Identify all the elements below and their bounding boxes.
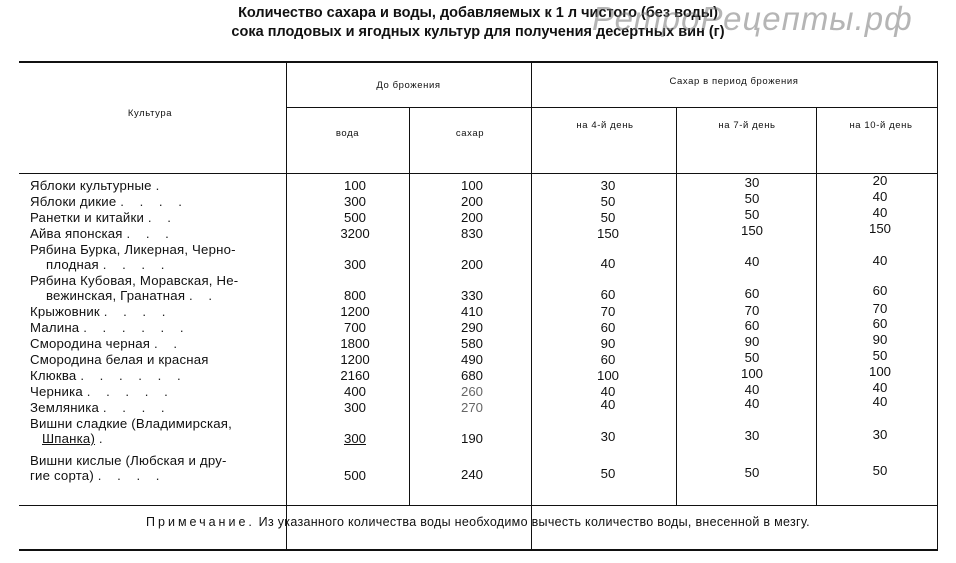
divider-d7-d10 [816,108,817,174]
cell-day10: 40 [872,189,888,204]
cell-day7: 50 [744,191,760,206]
cell-day10: 50 [872,348,888,363]
cell-day10: 20 [872,173,888,188]
row-name-line-1: Вишни кислые (Любская и дру- [30,453,227,468]
cell-water: 300 [343,400,366,415]
cell-day4: 60 [600,287,616,302]
cell-day4: 70 [600,304,616,319]
cell-sugar: 200 [460,194,483,209]
row-name-line-2: вежинская, Гранатная [46,288,186,303]
cell-day10: 40 [872,380,888,395]
cell-day7: 40 [744,396,760,411]
cell-water: 1800 [340,336,370,351]
header-bottom-rule [19,173,937,174]
title-line-2: сока плодовых и ягодных культур для получения десертных вин (г) [231,24,725,40]
divider-d4-d7 [676,108,677,174]
cell-day10: 40 [872,394,888,409]
cell-water: 500 [343,468,366,483]
header-sub-rule-left [286,107,531,108]
cell-day4: 30 [600,178,616,193]
divider-d4-col [676,174,677,506]
header-sugar: сахар [455,128,485,139]
cell-day10: 70 [872,301,888,316]
divider-water-sugar [409,108,410,174]
cell-day4: 50 [600,466,616,481]
cell-water: 1200 [340,352,370,367]
row-name: Смородина белая и красная [30,352,209,367]
cell-sugar: 270 [460,400,483,415]
divider-d7-col [816,174,817,506]
cell-day7: 30 [744,175,760,190]
cell-water: 400 [343,384,366,399]
row-name-line-1: Рябина Кубовая, Моравская, Не- [30,273,239,288]
cell-day10: 150 [868,221,891,236]
cell-day10: 60 [872,283,888,298]
cell-day7: 150 [740,223,763,238]
cell-day10: 30 [872,427,888,442]
cell-day7: 60 [744,286,760,301]
header-day7: на 7-й день [718,120,776,131]
cell-water: 300 [343,257,366,272]
row-name: Ранетки и китайки [30,210,145,225]
row-name: Клюква [30,368,77,383]
cell-day4: 50 [600,194,616,209]
cell-sugar: 490 [460,352,483,367]
cell-sugar: 260 [460,384,483,399]
cell-day7: 100 [740,366,763,381]
header-during-fermentation: Сахар в период брожения [669,76,799,87]
cell-day7: 40 [744,254,760,269]
cell-day7: 90 [744,334,760,349]
header-before-fermentation: До брожения [376,80,441,91]
cell-day4: 60 [600,320,616,335]
cell-water: 800 [343,288,366,303]
header-sub-rule-right [531,107,937,108]
cell-day10: 50 [872,463,888,478]
title-line-1: Количество сахара и воды, добавляемых к 1 л чистого (без воды) [238,5,718,21]
row-name: Смородина черная [30,336,151,351]
cell-sugar: 190 [460,431,483,446]
cell-day10: 40 [872,253,888,268]
cell-day7: 50 [744,465,760,480]
cell-sugar: 290 [460,320,483,335]
cell-water: 100 [343,178,366,193]
cell-day4: 60 [600,352,616,367]
cell-sugar: 200 [460,210,483,225]
table-note [0,515,956,529]
cell-water: 300 [343,431,366,446]
cell-water: 500 [343,210,366,225]
cell-water: 3200 [340,226,370,241]
note-lead: Примечание. [146,515,255,529]
body-bottom-rule [19,505,937,506]
cell-day4: 50 [600,210,616,225]
header-day10: на 10-й день [849,120,913,131]
cell-day10: 90 [872,332,888,347]
row-name: Яблоки дикие [30,194,117,209]
row-name: Малина [30,320,80,335]
row-name-line-2: Шпанка) [42,431,96,446]
cell-sugar: 200 [460,257,483,272]
cell-water: 1200 [340,304,370,319]
cell-sugar: 830 [460,226,483,241]
watermark-logo: РетроРецепты.рф [592,0,913,37]
note-text: Из указанного количества воды необходимо вычесть количество воды, внесенной в мезгу. [258,515,810,529]
cell-water: 700 [343,320,366,335]
cell-day7: 50 [744,207,760,222]
row-name: Айва японская [30,226,123,241]
cell-day7: 70 [744,303,760,318]
cell-day4: 30 [600,429,616,444]
cell-day4: 90 [600,336,616,351]
row-name-line-1: Рябина Бурка, Ликерная, Черно- [30,242,236,257]
cell-sugar: 580 [460,336,483,351]
cell-day7: 50 [744,350,760,365]
row-name: Черника [30,384,83,399]
cell-day7: 40 [744,382,760,397]
row-name: Яблоки культурные [30,178,152,193]
cell-water: 2160 [340,368,370,383]
row-name: Крыжовник [30,304,100,319]
cell-day10: 60 [872,316,888,331]
cell-day4: 150 [596,226,619,241]
cell-day7: 30 [744,428,760,443]
cell-sugar: 240 [460,467,483,482]
cell-sugar: 100 [460,178,483,193]
cell-sugar: 330 [460,288,483,303]
header-water: вода [335,128,360,139]
cell-day4: 40 [600,256,616,271]
cell-day10: 40 [872,205,888,220]
cell-day4: 40 [600,384,616,399]
cell-day7: 60 [744,318,760,333]
cell-day10: 100 [868,364,891,379]
header-culture: Культура [127,108,173,119]
cell-day4: 40 [600,397,616,412]
cell-day4: 100 [596,368,619,383]
cell-water: 300 [343,194,366,209]
row-name-line-2: гие сорта) [30,468,94,483]
header-day4: на 4-й день [576,120,634,131]
row-name: Земляника [30,400,100,415]
divider-before-during [531,63,532,549]
cell-sugar: 410 [460,304,483,319]
cell-sugar: 680 [460,368,483,383]
divider-sugar-col [409,174,410,506]
row-name-line-2: плодная [46,257,99,272]
row-name-line-1: Вишни сладкие (Владимирская, [30,416,232,431]
